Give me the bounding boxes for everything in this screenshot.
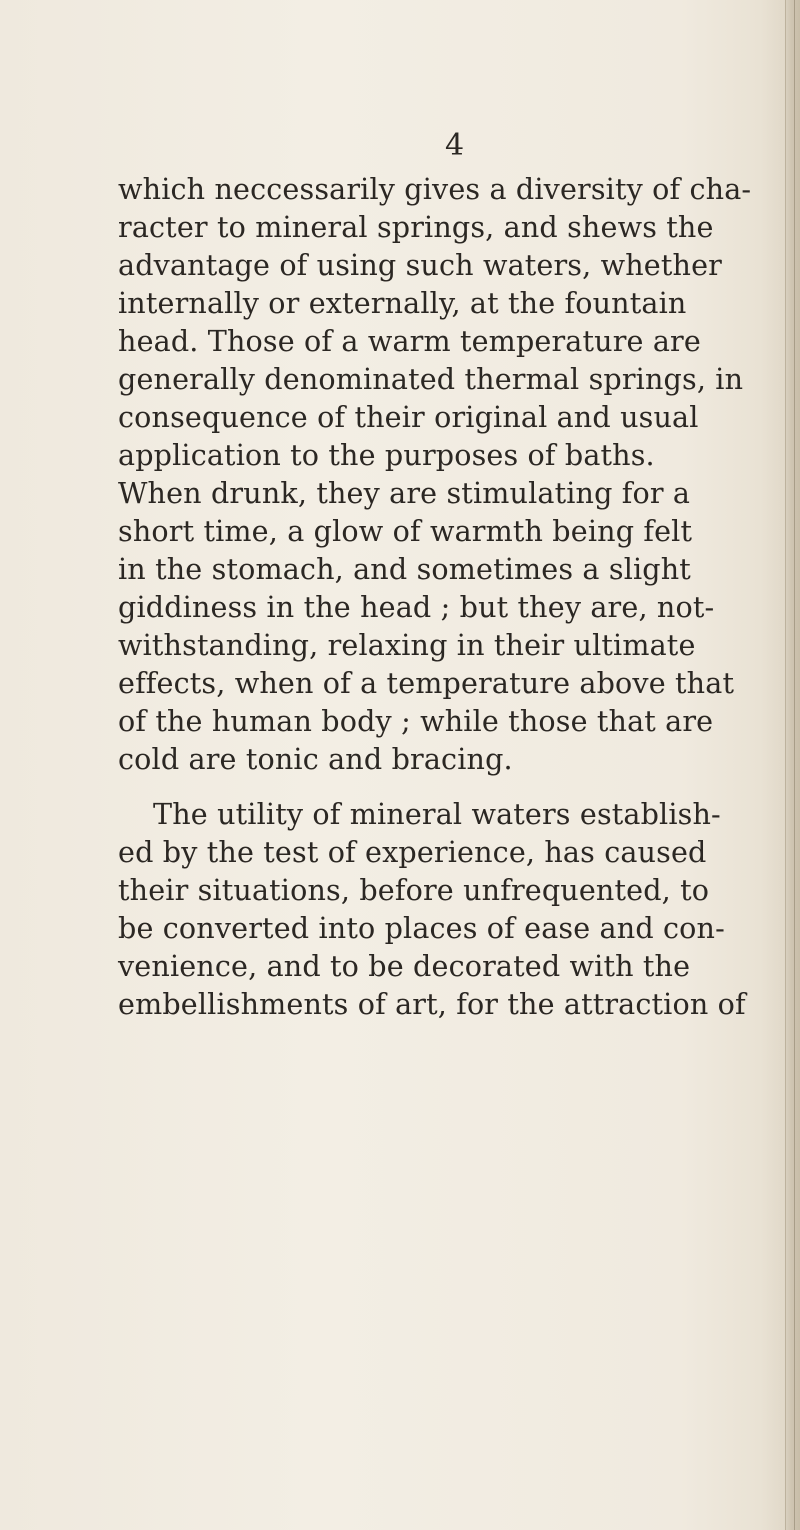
page-number: 4 — [445, 128, 465, 163]
text-line: which neccessarily gives a diversity of cha- — [118, 172, 752, 206]
text-line: of the human body ; while those that are — [118, 704, 714, 738]
text-line: in the stomach, and sometimes a slight — [118, 552, 691, 586]
text-line: embellishments of art, for the attraction of — [118, 987, 746, 1021]
text-line: ed by the test of experience, has caused — [118, 835, 707, 869]
text-line: head. Those of a warm temperature are — [118, 324, 701, 358]
text-line: be converted into places of ease and con- — [118, 911, 725, 945]
text-line: withstanding, relaxing in their ultimate — [118, 628, 696, 662]
text-line: giddiness in the head ; but they are, not- — [118, 590, 715, 624]
text-line: consequence of their original and usual — [118, 400, 699, 434]
text-line: The utility of mineral waters establish- — [153, 797, 721, 831]
text-line: application to the purposes of baths. — [118, 438, 655, 472]
text-line: venience, and to be decorated with the — [118, 949, 691, 983]
text-line: When drunk, they are stimulating for a — [118, 476, 691, 510]
text-line: racter to mineral springs, and shews the — [118, 210, 714, 244]
text-line: short time, a glow of warmth being felt — [118, 514, 693, 548]
page-edge — [785, 0, 800, 1530]
text-line: generally denominated thermal springs, in — [118, 362, 744, 396]
text-line: effects, when of a temperature above that — [118, 666, 735, 700]
text-line: cold are tonic and bracing. — [118, 742, 513, 776]
text-line: their situations, before unfrequented, to — [118, 873, 710, 907]
text-line: advantage of using such waters, whether — [118, 248, 722, 282]
text-line: internally or externally, at the fountain — [118, 286, 687, 320]
page-edge-line — [794, 0, 795, 1530]
